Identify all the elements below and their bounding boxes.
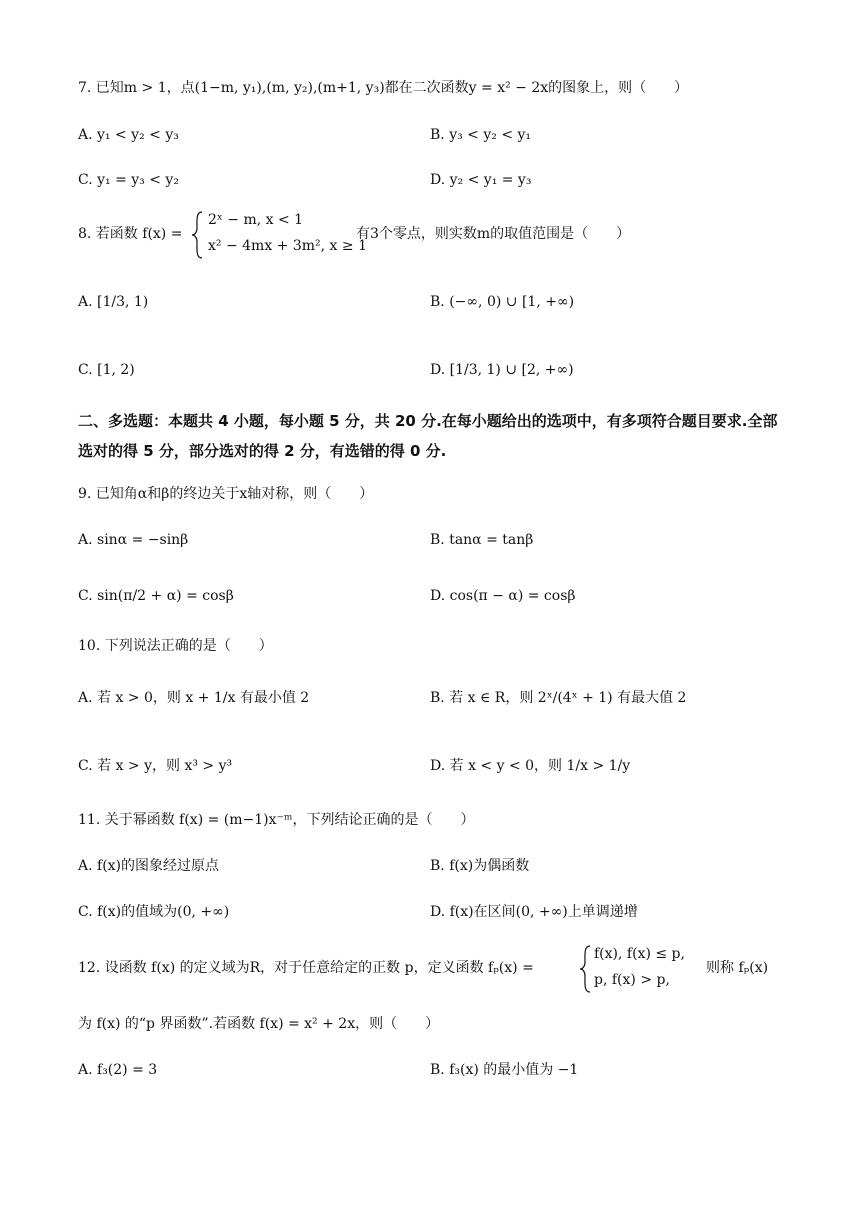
q9-option-a: A. sinα = −sinβ xyxy=(78,532,189,548)
q8-option-a: A. [1/3, 1) xyxy=(78,294,149,310)
q10-option-b: B. 若 x ∈ R，则 2ˣ/(4ˣ + 1) 有最大值 2 xyxy=(430,690,687,706)
q12-stem-prefix: 12. 设函数 f(x) 的定义域为R，对于任意给定的正数 p，定义函数 fₚ(x) = xyxy=(78,960,534,976)
q7-stem: 7. 已知m > 1，点(1−m, y₁),(m, y₂),(m+1, y₃)都在二次函数y = x² − 2x的图象上，则（ ） xyxy=(78,80,689,96)
q7-option-a: A. y₁ < y₂ < y₃ xyxy=(78,127,179,143)
q10-option-d: D. 若 x < y < 0，则 1/x > 1/y xyxy=(430,758,631,774)
q12-stem-line2: 为 f(x) 的“p 界函数”.若函数 f(x) = x² + 2x，则（ ） xyxy=(78,1016,440,1032)
q11-option-b: B. f(x)为偶函数 xyxy=(430,858,530,874)
q8-stem-suffix: 有3个零点，则实数m的取值范围是（ ） xyxy=(356,226,631,242)
q11-option-a: A. f(x)的图象经过原点 xyxy=(78,858,220,874)
q12-option-a: A. f₃(2) = 3 xyxy=(78,1062,158,1078)
q12-case-1: f(x), f(x) ≤ p, xyxy=(594,946,685,962)
q7-option-c: C. y₁ = y₃ < y₂ xyxy=(78,172,179,188)
q7-option-d: D. y₂ < y₁ = y₃ xyxy=(430,172,532,188)
q11-option-c: C. f(x)的值域为(0, +∞) xyxy=(78,904,230,920)
q9-stem: 9. 已知角α和β的终边关于x轴对称，则（ ） xyxy=(78,486,374,502)
q12-brace xyxy=(578,944,592,994)
q12-option-b: B. f₃(x) 的最小值为 −1 xyxy=(430,1062,579,1078)
q8-brace xyxy=(190,210,204,260)
q9-option-d: D. cos(π − α) = cosβ xyxy=(430,588,576,604)
q8-option-d: D. [1/3, 1) ∪ [2, +∞) xyxy=(430,362,574,378)
q8-option-c: C. [1, 2) xyxy=(78,362,135,378)
q8-case-1: 2ˣ − m, x < 1 xyxy=(208,212,304,228)
section-heading: 二、多选题：本题共 4 小题，每小题 5 分，共 20 分.在每小题给出的选项中，有多项符合题目要求.全部选对的得 5 分，部分选对的得 2 分，有选错的得 0 分. xyxy=(78,412,778,460)
q8-stem-prefix: 8. 若函数 f(x) = xyxy=(78,226,183,242)
q9-option-c: C. sin(π/2 + α) = cosβ xyxy=(78,588,234,604)
q11-stem: 11. 关于幂函数 f(x) = (m−1)x⁻ᵐ，下列结论正确的是（ ） xyxy=(78,812,475,828)
q8-case-2: x² − 4mx + 3m², x ≥ 1 xyxy=(208,238,367,254)
q10-option-a: A. 若 x > 0，则 x + 1/x 有最小值 2 xyxy=(78,690,310,706)
q7-option-b: B. y₃ < y₂ < y₁ xyxy=(430,127,532,143)
q12-stem-suffix: 则称 fₚ(x) xyxy=(706,960,769,976)
q12-case-2: p, f(x) > p, xyxy=(594,972,670,988)
q11-option-d: D. f(x)在区间(0, +∞)上单调递增 xyxy=(430,904,638,920)
q8-option-b: B. (−∞, 0) ∪ [1, +∞) xyxy=(430,294,575,310)
q9-option-b: B. tanα = tanβ xyxy=(430,532,534,548)
q10-stem: 10. 下列说法正确的是（ ） xyxy=(78,638,273,654)
q10-option-c: C. 若 x > y，则 x³ > y³ xyxy=(78,758,233,774)
